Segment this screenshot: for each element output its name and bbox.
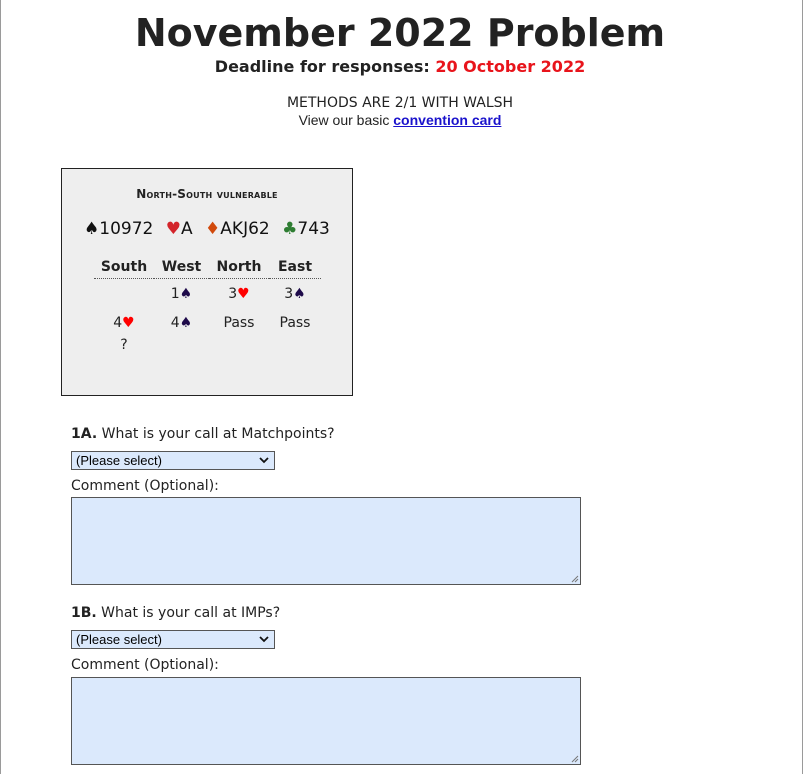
- auction-cell: [154, 279, 209, 309]
- hand-hearts: [166, 219, 193, 239]
- south-hand: [84, 219, 344, 239]
- comment-1b-label: Comment (Optional):: [71, 657, 219, 673]
- chevron-down-icon: [258, 452, 270, 469]
- bid-level: 1: [170, 285, 180, 302]
- spade-icon: ♠: [293, 285, 306, 302]
- auction-row: [94, 337, 321, 361]
- hand-spades: [84, 219, 153, 239]
- comment-1a-label: Comment (Optional):: [71, 478, 219, 494]
- hand-clubs-cards: 743: [297, 219, 330, 239]
- hand-clubs: [282, 219, 330, 239]
- bid-level: 3: [228, 285, 238, 302]
- heart-icon: ♥: [237, 285, 250, 302]
- club-icon: ♣: [282, 219, 298, 239]
- hand-diamonds: [205, 219, 270, 239]
- auction-header-north: North: [209, 257, 269, 279]
- auction-cell: [209, 337, 269, 361]
- question-1a-text: What is your call at Matchpoints?: [97, 426, 335, 442]
- heart-icon: ♥: [165, 219, 181, 239]
- convention-card-line: [0, 112, 800, 129]
- auction-header-east: East: [269, 257, 321, 279]
- auction-table: [94, 257, 321, 361]
- comment-1a-textarea[interactable]: [71, 497, 581, 585]
- diamond-icon: ♦: [205, 219, 221, 239]
- hand-diamonds-cards: AKJ62: [220, 219, 270, 239]
- bid-level: 3: [284, 285, 294, 302]
- question-1b-label: [71, 605, 280, 622]
- hand-hearts-cards: A: [181, 219, 193, 239]
- question-1b-text: What is your call at IMPs?: [96, 605, 281, 621]
- problem-box: [61, 168, 353, 396]
- page-title: November 2022 Problem: [134, 11, 666, 55]
- auction-cell: ?: [120, 337, 128, 353]
- chevron-down-icon: [258, 631, 270, 648]
- auction-cell: [94, 308, 154, 337]
- auction-cell: Pass: [223, 314, 255, 331]
- deadline-label: Deadline for responses:: [214, 57, 436, 76]
- bid-level: 4: [113, 314, 123, 331]
- matchpoints-call-value: (Please select): [76, 453, 162, 468]
- auction-cell: Pass: [279, 314, 311, 331]
- vulnerability-label: North-South vulnerable: [136, 187, 278, 201]
- auction-header-south: South: [94, 257, 154, 279]
- spade-icon: ♠: [84, 219, 100, 239]
- heart-icon: ♥: [122, 314, 135, 331]
- imps-call-value: (Please select): [76, 632, 162, 647]
- auction-cell: [154, 308, 209, 337]
- auction-cell: [269, 279, 321, 309]
- methods-line: METHODS ARE 2/1 WITH WALSH: [286, 95, 514, 111]
- auction-cell: [269, 337, 321, 361]
- auction-header-row: [94, 257, 321, 279]
- imps-call-select[interactable]: [71, 630, 275, 649]
- auction-row: [94, 308, 321, 337]
- convention-prefix: View our basic: [298, 112, 394, 128]
- auction-cell: [154, 337, 209, 361]
- resize-grip-icon[interactable]: [571, 755, 579, 763]
- hand-spades-cards: 10972: [99, 219, 154, 239]
- auction-cell: [209, 279, 269, 309]
- deadline-line: [0, 57, 800, 77]
- spade-icon: ♠: [179, 285, 193, 302]
- auction-cell: [94, 279, 154, 309]
- deadline-date: 20 October 2022: [435, 57, 586, 76]
- auction-row: [94, 279, 321, 309]
- convention-card-link[interactable]: convention card: [393, 112, 502, 128]
- question-1a-label: [71, 426, 335, 443]
- bid-level: 4: [170, 314, 180, 331]
- resize-grip-icon[interactable]: [571, 575, 579, 583]
- matchpoints-call-select[interactable]: [71, 451, 275, 470]
- spade-icon: ♠: [179, 314, 193, 331]
- auction-header-west: West: [154, 257, 209, 279]
- question-1a-number: 1A.: [71, 426, 98, 442]
- comment-1b-textarea[interactable]: [71, 677, 581, 765]
- question-1b-number: 1B.: [71, 605, 97, 621]
